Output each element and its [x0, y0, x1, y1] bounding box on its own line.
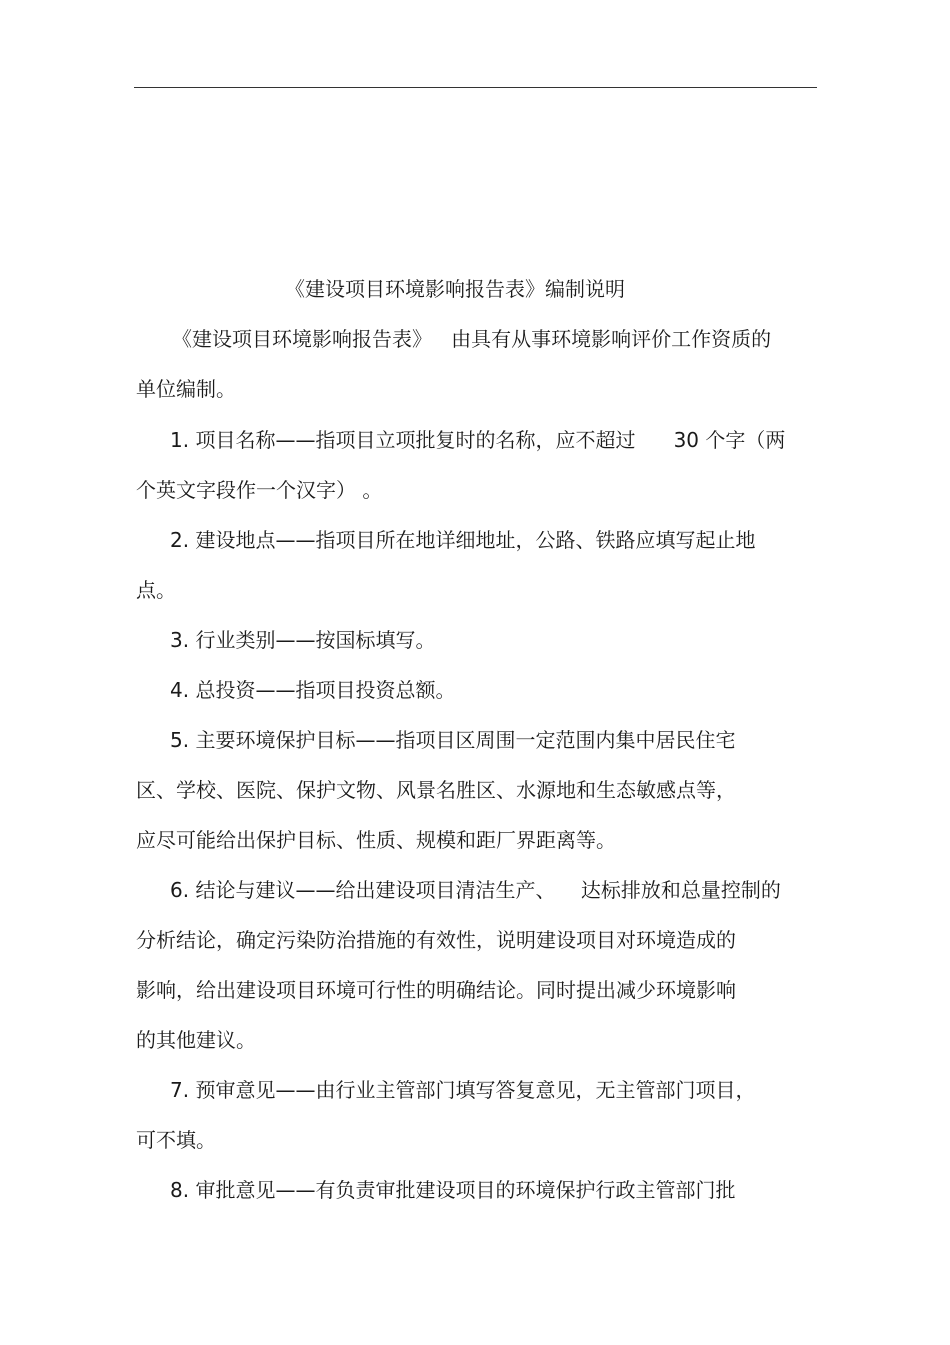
item-1-line: 1. 项目名称——指项目立项批复时的名称，应不超过 30 个字（两	[170, 428, 786, 452]
item-8-line: 8. 审批意见——有负责审批建设项目的环境保护行政主管部门批	[170, 1178, 736, 1202]
item-7-line: 7. 预审意见——由行业主管部门填写答复意见，无主管部门项目，	[170, 1078, 756, 1102]
item-6-line: 分析结论，确定污染防治措施的有效性，说明建设项目对环境造成的	[136, 928, 736, 952]
item-2-line: 2. 建设地点——指项目所在地详细地址，公路、铁路应填写起止地	[170, 528, 756, 552]
paragraph-line: 单位编制。	[136, 377, 236, 401]
item-6-line: 影响，给出建设项目环境可行性的明确结论。同时提出减少环境影响	[136, 978, 736, 1002]
item-4-line: 4. 总投资——指项目投资总额。	[170, 678, 456, 702]
header-rule	[134, 87, 817, 88]
item-1-line: 个英文字段作一个汉字） 。	[136, 478, 383, 502]
item-7-line: 可不填。	[136, 1128, 216, 1152]
item-2-line: 点。	[136, 578, 176, 602]
item-5-line: 区、学校、医院、保护文物、风景名胜区、水源地和生态敏感点等，	[136, 778, 736, 802]
document-title: 《建设项目环境影响报告表》编制说明	[285, 277, 625, 301]
item-5-line: 5. 主要环境保护目标——指项目区周围一定范围内集中居民住宅	[170, 728, 736, 752]
item-5-line: 应尽可能给出保护目标、性质、规模和距厂界距离等。	[136, 828, 616, 852]
item-6-line: 的其他建议。	[136, 1028, 256, 1052]
item-3-line: 3. 行业类别——按国标填写。	[170, 628, 436, 652]
paragraph-line: 《建设项目环境影响报告表》 由具有从事环境影响评价工作资质的	[172, 327, 772, 351]
item-6-line: 6. 结论与建议——给出建设项目清洁生产、 达标排放和总量控制的	[170, 878, 781, 902]
